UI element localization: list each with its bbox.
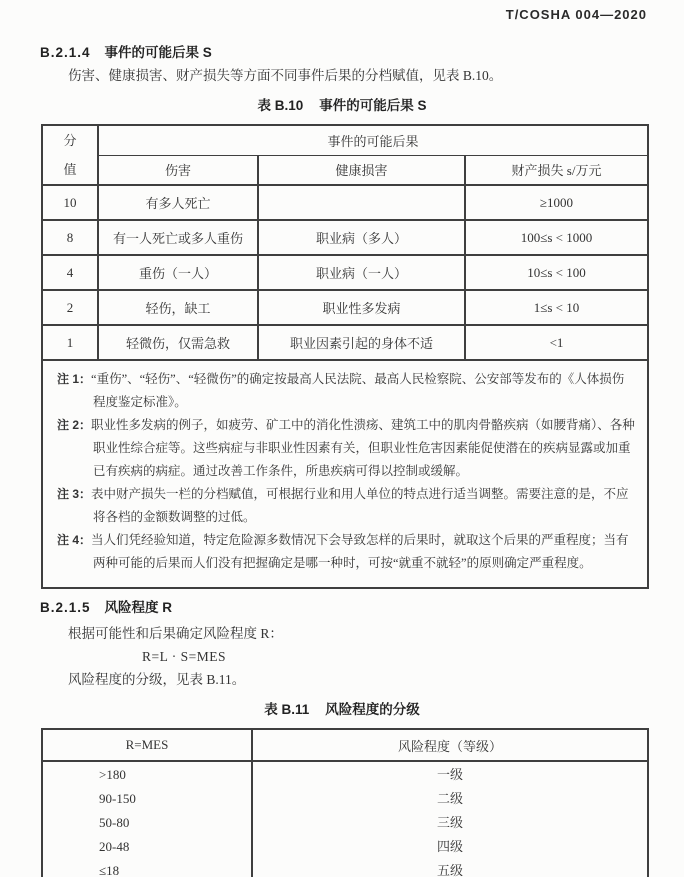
risk-level: 五级 <box>436 863 463 877</box>
rmes-value: 20-48 <box>99 839 130 854</box>
cell-health <box>258 185 465 220</box>
table-row <box>42 325 648 360</box>
table-row <box>42 290 648 325</box>
cell-score: 10 <box>42 185 98 220</box>
cell-injury: 有多人死亡 <box>98 185 258 220</box>
cell-injury: 重伤（一人） <box>98 255 258 290</box>
score-header-char-1: 分 <box>63 133 77 148</box>
note-2 <box>57 414 635 483</box>
note-4-text: 当人们凭经验知道，特定危险源多数情况下会导致怎样的后果时，就取这个后果的严重程度；当有两种可能的后果而人们没有把握确定是哪一种时，可按“就重不就轻”的原则确定严重程度。 <box>91 533 629 570</box>
table-b10-notes <box>42 360 648 588</box>
note-1-label: 注 1： <box>57 372 92 386</box>
cell-health: 职业病（一人） <box>258 255 465 290</box>
col-header-risk-level: 风险程度（等级） <box>252 729 648 761</box>
risk-formula: R=L · S=MES <box>142 649 226 664</box>
section-number: B.2.1.4 <box>40 45 91 60</box>
note-1 <box>57 368 635 414</box>
note-1-text: “重伤”、“轻伤”、“轻微伤”的确定按最高人民法院、最高人民检察院、公安部等发布的《人体损伤程度鉴定标准》。 <box>91 372 625 409</box>
note-2-text: 职业性多发病的例子，如疲劳、矿工中的消化性溃疡、建筑工中的肌肉骨骼疾病（如腰背痛）、各种职业性综合症等。这些病症与非职业性因素有关，但职业性危害因素能促使潜在的疾病显露或加重已有疾病的病症。通过改善工作条件，所患疾病可得以控制或缓解。 <box>91 418 635 478</box>
paragraph-b215-line2: 风险程度的分级，见表 B.11。 <box>68 672 246 687</box>
rmes-value: ≤18 <box>99 863 120 877</box>
table-b10-title <box>0 98 684 114</box>
cell-loss: <1 <box>465 325 648 360</box>
cell-injury: 轻伤，缺工 <box>98 290 258 325</box>
section-heading-b214 <box>40 44 684 62</box>
risk-level-values-cell <box>252 761 648 877</box>
note-4 <box>57 529 635 575</box>
section-number: B.2.1.5 <box>40 600 91 615</box>
table-b11-label: 表 B.11 <box>264 702 310 717</box>
cell-score: 2 <box>42 290 98 325</box>
cell-score: 4 <box>42 255 98 290</box>
table-b10-header-row-1 <box>42 125 648 155</box>
col-header-injury: 伤害 <box>98 155 258 185</box>
cell-score: 1 <box>42 325 98 360</box>
standard-code: T/COSHA 004—2020 <box>505 7 647 22</box>
table-b11-caption: 风险程度的分级 <box>325 702 420 717</box>
rmes-value: >180 <box>99 767 126 782</box>
cell-score: 8 <box>42 220 98 255</box>
cell-loss: ≥1000 <box>465 185 648 220</box>
table-b10 <box>41 124 649 589</box>
table-row <box>42 185 648 220</box>
note-3-text: 表中财产损失一栏的分档赋值，可根据行业和用人单位的特点进行适当调整。需要注意的是，不应将各档的金额数调整的过低。 <box>91 487 629 524</box>
section-title: 风险程度 R <box>104 600 173 615</box>
risk-level: 三级 <box>436 815 463 830</box>
note-2-label: 注 2： <box>57 418 92 432</box>
cell-injury: 轻微伤，仅需急救 <box>98 325 258 360</box>
rmes-value: 90-150 <box>99 791 136 806</box>
col-header-health: 健康损害 <box>258 155 465 185</box>
document-header <box>0 6 684 22</box>
section-title: 事件的可能后果 S <box>104 45 212 60</box>
table-b10-notes-row <box>42 360 648 588</box>
cell-health: 职业病（多人） <box>258 220 465 255</box>
table-row <box>42 220 648 255</box>
table-b10-label: 表 B.10 <box>257 98 304 113</box>
col-header-rmes: R=MES <box>42 729 252 761</box>
cell-health: 职业因素引起的身体不适 <box>258 325 465 360</box>
table-b10-caption: 事件的可能后果 S <box>319 98 427 113</box>
table-b11-body-row <box>42 761 648 877</box>
col-header-consequence-span: 事件的可能后果 <box>98 125 648 155</box>
table-b11-header-row <box>42 729 648 761</box>
col-header-score <box>42 125 98 185</box>
col-header-loss: 财产损失 s/万元 <box>465 155 648 185</box>
note-4-label: 注 4： <box>57 533 92 547</box>
cell-loss: 1≤s < 10 <box>465 290 648 325</box>
score-header-char-2: 值 <box>63 162 77 177</box>
paragraph-b214: 伤害、健康损害、财产损失等方面不同事件后果的分档赋值，见表 B.10。 <box>68 68 503 83</box>
rmes-values-cell <box>42 761 252 877</box>
risk-level: 二级 <box>436 791 463 806</box>
table-b10-header-row-2 <box>42 155 648 185</box>
paragraph-b215-line1: 根据可能性和后果确定风险程度 R： <box>68 626 283 641</box>
risk-level: 四级 <box>436 839 463 854</box>
table-b11-title <box>0 702 684 718</box>
rmes-value: 50-80 <box>99 815 130 830</box>
cell-loss: 10≤s < 100 <box>465 255 648 290</box>
risk-level: 一级 <box>436 767 463 782</box>
note-3-label: 注 3： <box>57 487 92 501</box>
cell-injury: 有一人死亡或多人重伤 <box>98 220 258 255</box>
table-row <box>42 255 648 290</box>
note-3 <box>57 483 635 529</box>
section-heading-b215 <box>40 599 684 617</box>
table-b11 <box>41 728 649 877</box>
cell-loss: 100≤s < 1000 <box>465 220 648 255</box>
cell-health: 职业性多发病 <box>258 290 465 325</box>
